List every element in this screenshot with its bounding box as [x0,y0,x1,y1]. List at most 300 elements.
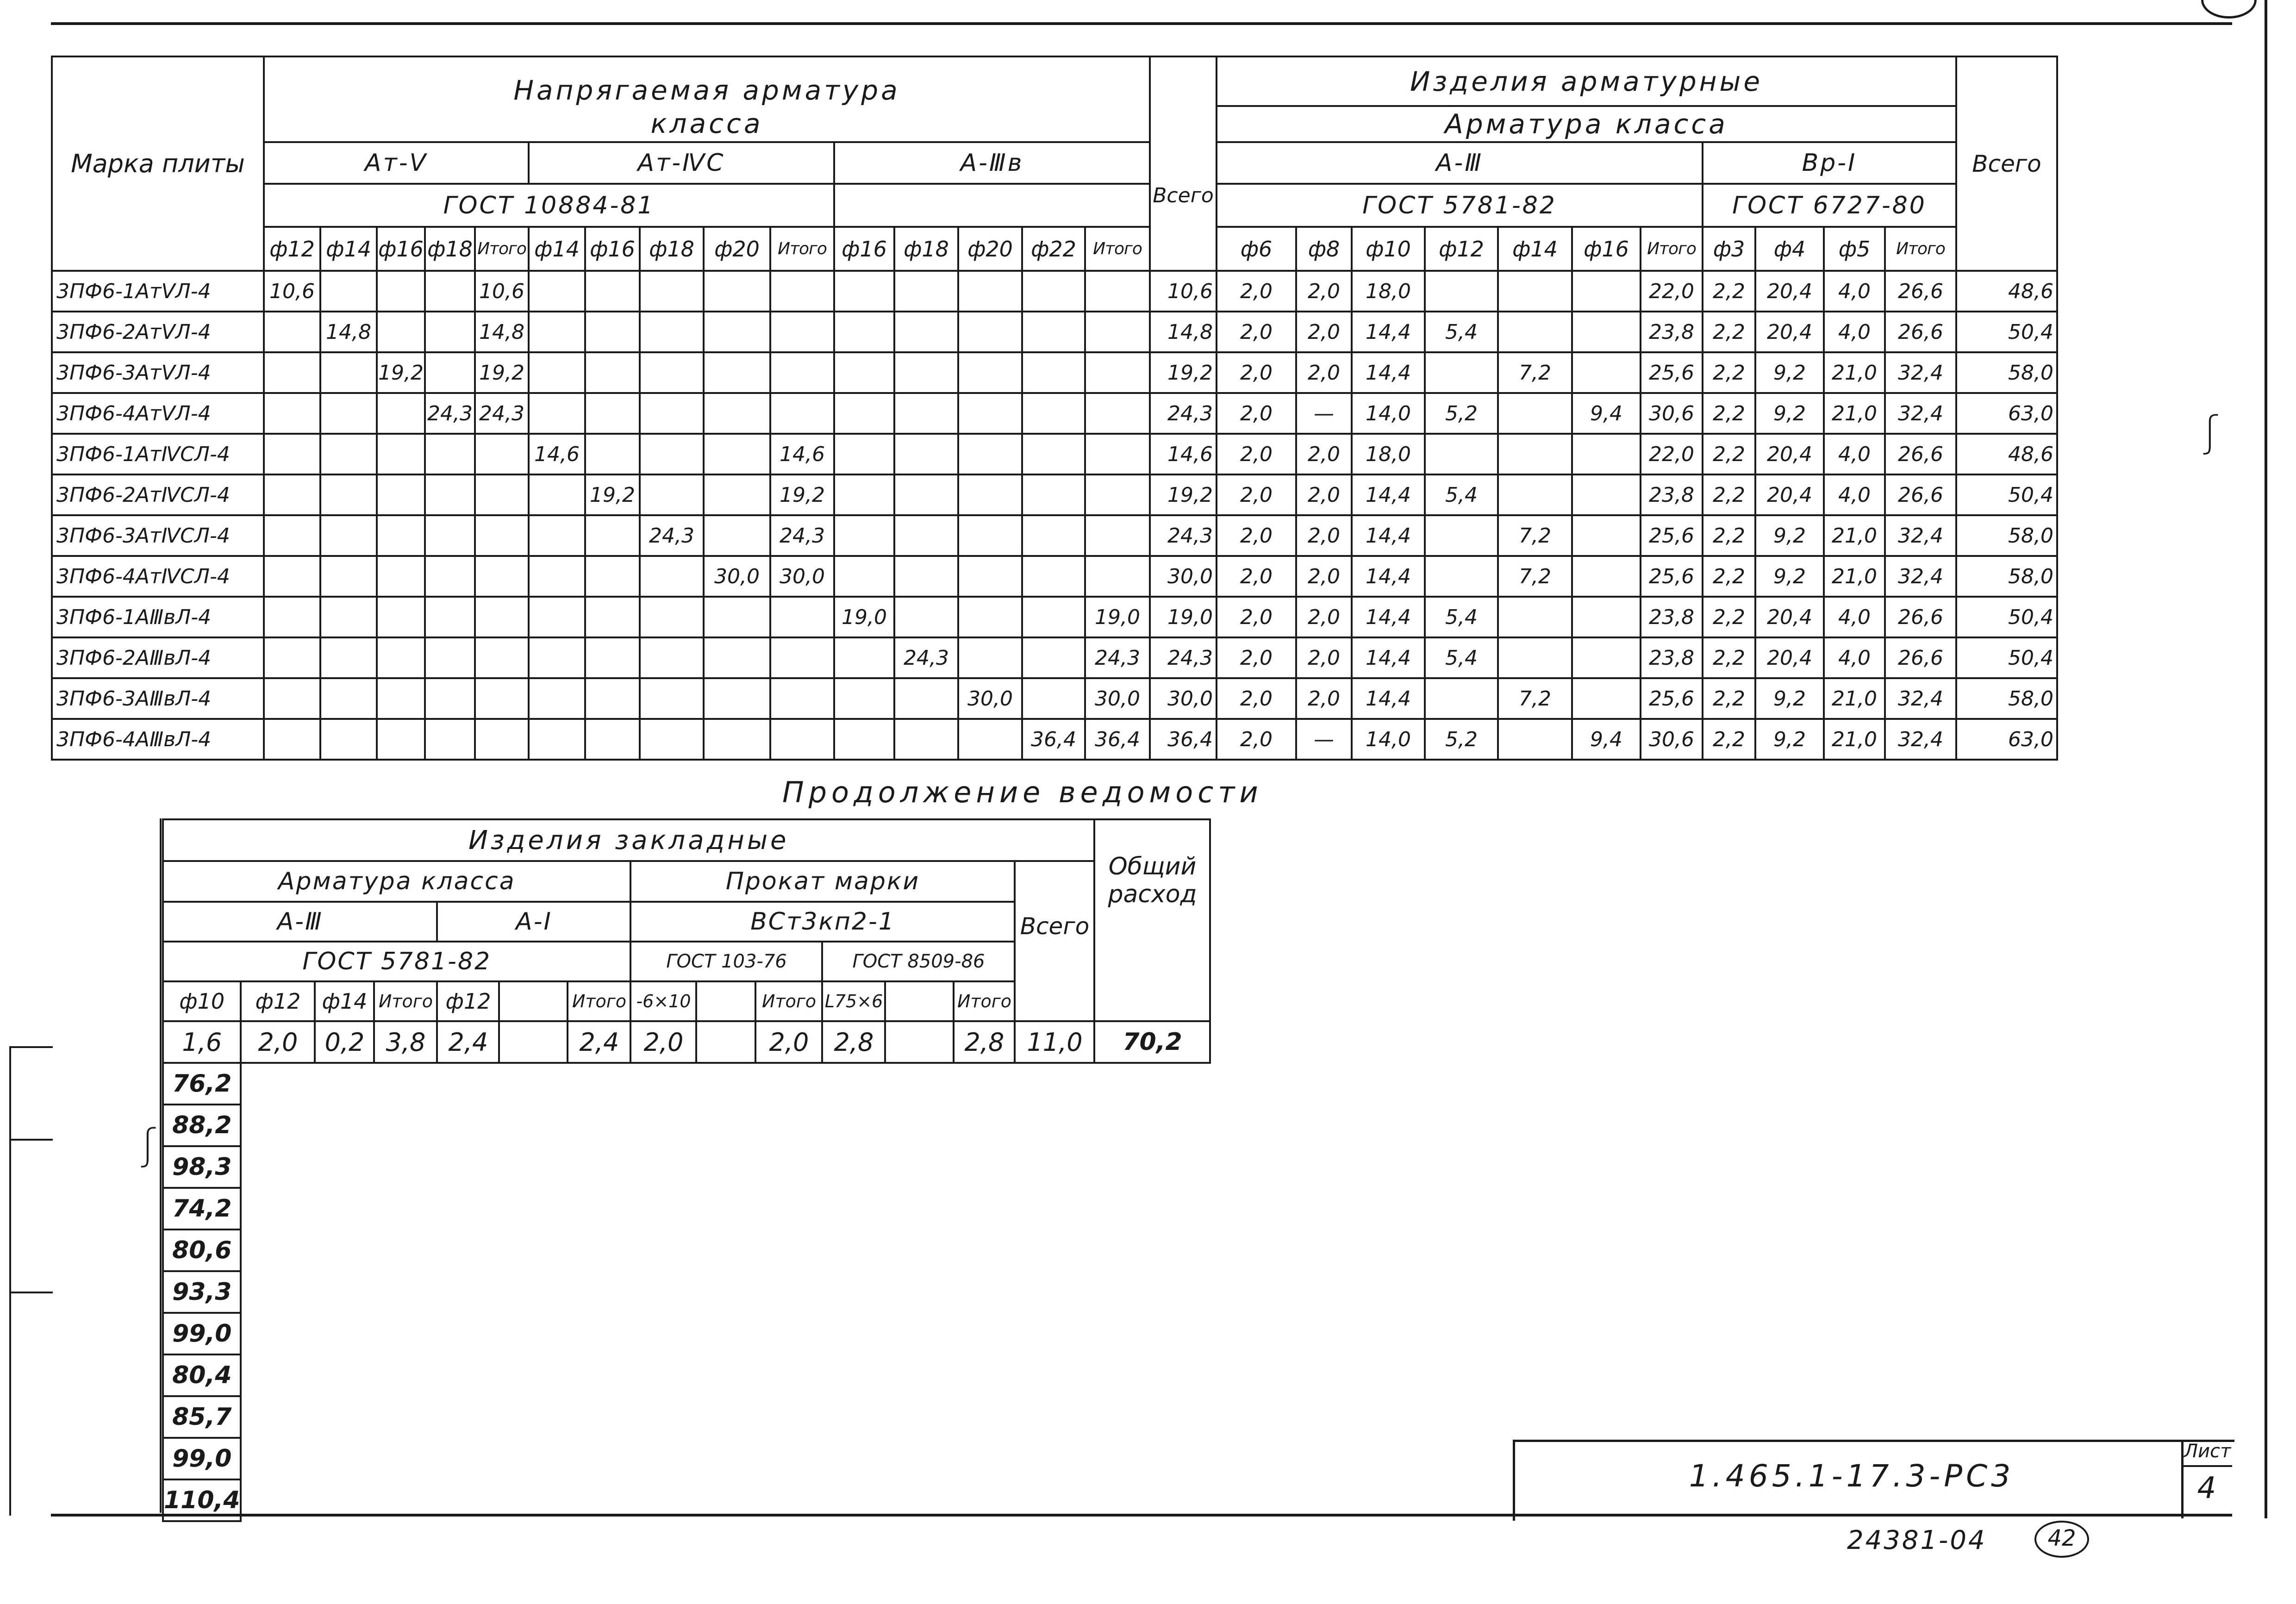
value-cell [529,474,585,515]
value-cell [1022,678,1085,719]
general-consumption-header [1094,819,1210,1021]
general-consumption-value: 80,6 [163,1230,241,1271]
general-consumption-value: 70,2 [1094,1021,1210,1063]
value-cell [958,719,1022,760]
table-row [52,637,2057,678]
embedded-col-header: -6×10 [630,981,696,1021]
value-cell [1498,312,1572,352]
gost-a3v-blank [834,184,1150,227]
value-cell [320,271,377,312]
value-cell: 30,6 [1641,393,1703,434]
value-cell [475,515,529,556]
value-cell: 32,4 [1885,352,1956,393]
value-cell [425,597,475,637]
value-cell [1085,393,1150,434]
value-cell [958,352,1022,393]
dia-header-a3v-1: ф18 [894,227,958,271]
value-cell [704,393,770,434]
value-cell: 26,6 [1885,474,1956,515]
embedded-col-header: Итого [374,981,437,1021]
embedded-value-cell: 3,8 [374,1021,437,1063]
embedded-value-cell: 2,8 [822,1021,885,1063]
reinf-header: Изделия арматурные [1217,56,1956,106]
embedded-value-cell: 2,8 [954,1021,1015,1063]
value-cell [834,393,894,434]
table-row [52,271,2057,312]
dia-header-at4c-0: ф14 [529,227,585,271]
table-row [52,474,2057,515]
value-cell [834,352,894,393]
dia-header-at4c-4: Итого [770,227,834,271]
value-cell: 2,2 [1703,719,1755,760]
value-cell [377,556,425,597]
value-cell: 23,8 [1641,312,1703,352]
dia-header-a3v-2: ф20 [958,227,1022,271]
value-cell [834,637,894,678]
value-cell [834,434,894,474]
plate-mark-cell: 3ПФ6-2АⅢвЛ-4 [52,637,264,678]
value-cell [958,312,1022,352]
dia-header-at5-0: ф12 [264,227,320,271]
value-cell: 24,3 [425,393,475,434]
table-row [52,352,2057,393]
value-cell: 7,2 [1498,556,1572,597]
value-cell [425,556,475,597]
embedded-total-header: Всего [1015,861,1094,1021]
value-cell [770,312,834,352]
value-cell: 30,6 [1641,719,1703,760]
value-cell: 2,0 [1217,597,1296,637]
table-row [52,719,2057,760]
value-cell [894,352,958,393]
embedded-col-header [696,981,755,1021]
value-cell: 9,2 [1755,352,1824,393]
value-cell: 25,6 [1641,352,1703,393]
value-cell [264,434,320,474]
value-cell: 2,2 [1703,556,1755,597]
table-row [52,597,2057,637]
margin-cell-3 [9,1292,53,1516]
value-cell: 2,0 [1296,352,1352,393]
value-cell: 58,0 [1956,678,2057,719]
dia-header-a3-2: ф10 [1352,227,1425,271]
value-cell: 9,2 [1755,556,1824,597]
value-cell [1022,393,1085,434]
value-cell [640,312,704,352]
value-cell [640,719,704,760]
value-cell [704,352,770,393]
dia-header-a3v-4: Итого [1085,227,1150,271]
value-cell [425,271,475,312]
value-cell [264,312,320,352]
value-cell [834,556,894,597]
value-cell [640,271,704,312]
value-cell: 5,4 [1425,597,1498,637]
value-cell: 14,4 [1352,312,1425,352]
value-cell: 24,3 [770,515,834,556]
value-cell: 19,2 [1150,352,1217,393]
value-cell: 25,6 [1641,678,1703,719]
value-cell: 22,0 [1641,434,1703,474]
value-cell [585,515,640,556]
plate-mark-header: Марка плиты [52,56,264,271]
value-cell [704,312,770,352]
general-label-2: расход [1108,880,1197,908]
value-cell [834,719,894,760]
value-cell: 2,0 [1217,434,1296,474]
value-cell [1425,515,1498,556]
table-row [52,678,2057,719]
value-cell: 22,0 [1641,271,1703,312]
value-cell: 14,0 [1352,719,1425,760]
value-cell: 36,4 [1022,719,1085,760]
value-cell: 2,2 [1703,352,1755,393]
value-cell: 7,2 [1498,515,1572,556]
general-consumption-value: 80,4 [163,1354,241,1396]
value-cell: 5,4 [1425,637,1498,678]
corner-circle-mark [2201,0,2257,19]
value-cell: 30,0 [1150,556,1217,597]
value-cell [1425,434,1498,474]
value-cell [640,474,704,515]
value-cell: 19,2 [770,474,834,515]
value-cell: 26,6 [1885,434,1956,474]
value-cell: 14,4 [1352,474,1425,515]
value-cell [1498,434,1572,474]
value-cell: 4,0 [1824,434,1885,474]
value-cell [1022,597,1085,637]
value-cell [894,271,958,312]
value-cell: 2,0 [1296,312,1352,352]
value-cell [585,271,640,312]
value-cell [320,393,377,434]
value-cell [894,434,958,474]
embedded-col-header: L75×6 [822,981,885,1021]
value-cell: 2,0 [1217,352,1296,393]
value-cell: 18,0 [1352,434,1425,474]
value-cell [425,352,475,393]
dia-header-a3v-0: ф16 [834,227,894,271]
value-cell [377,474,425,515]
value-cell: 58,0 [1956,352,2057,393]
class-at4c: Ат-ⅣС [529,142,834,184]
value-cell [704,474,770,515]
embedded-col-header: ф14 [315,981,374,1021]
plate-mark-cell: 3ПФ6-1АⅢвЛ-4 [52,597,264,637]
value-cell: 20,4 [1755,474,1824,515]
value-cell: 20,4 [1755,434,1824,474]
value-cell [834,474,894,515]
embedded-value-cell: 2,4 [437,1021,499,1063]
gost-5781: ГОСТ 5781-82 [1217,184,1703,227]
value-cell: 14,8 [320,312,377,352]
value-cell: 2,0 [1296,515,1352,556]
break-mark-left: ʃ [141,1120,156,1169]
value-cell [377,312,425,352]
prestressed-total-header-blank [1150,56,1217,184]
value-cell [894,678,958,719]
value-cell: 14,6 [770,434,834,474]
embedded-value-cell [885,1021,954,1063]
value-cell: 21,0 [1824,556,1885,597]
general-consumption-value: 99,0 [163,1313,241,1354]
value-cell [958,556,1022,597]
value-cell [529,719,585,760]
value-cell [770,393,834,434]
value-cell: 2,2 [1703,637,1755,678]
value-cell: 4,0 [1824,474,1885,515]
value-cell [894,474,958,515]
value-cell [704,515,770,556]
plate-mark-cell: 3ПФ6-4АтⅤЛ-4 [52,393,264,434]
dia-header-a3-4: ф14 [1498,227,1572,271]
value-cell [585,678,640,719]
value-cell: 14,8 [1150,312,1217,352]
value-cell: 19,0 [1150,597,1217,637]
plate-mark-cell: 3ПФ6-1АтⅤЛ-4 [52,271,264,312]
value-cell [1572,678,1641,719]
value-cell: 32,4 [1885,393,1956,434]
value-cell: 26,6 [1885,597,1956,637]
value-cell: 9,2 [1755,393,1824,434]
value-cell: 2,0 [1296,271,1352,312]
embedded-col-header [499,981,568,1021]
margin-cell-1 [9,1046,53,1141]
value-cell: 24,3 [475,393,529,434]
value-cell: 2,2 [1703,434,1755,474]
value-cell [704,597,770,637]
value-cell [894,393,958,434]
value-cell [1085,556,1150,597]
embedded-total-value: 11,0 [1015,1021,1094,1063]
value-cell: 19,2 [475,352,529,393]
plate-mark-cell: 3ПФ6-2АтⅣСЛ-4 [52,474,264,515]
value-cell [640,393,704,434]
class-a3v: А-Ⅲв [834,142,1150,184]
value-cell [264,719,320,760]
value-cell: 2,0 [1217,556,1296,597]
value-cell [377,678,425,719]
value-cell: 2,0 [1217,719,1296,760]
value-cell [425,434,475,474]
value-cell [264,393,320,434]
value-cell: 2,2 [1703,393,1755,434]
value-cell [834,312,894,352]
emb-gost-5781: ГОСТ 5781-82 [163,942,630,981]
value-cell [475,474,529,515]
value-cell [1572,271,1641,312]
value-cell [264,678,320,719]
value-cell [1572,434,1641,474]
value-cell [704,434,770,474]
plate-mark-cell: 3ПФ6-4АтⅣСЛ-4 [52,556,264,597]
dia-header-vr1-1: ф4 [1755,227,1824,271]
value-cell: 50,4 [1956,597,2057,637]
value-cell [834,271,894,312]
value-cell: 21,0 [1824,393,1885,434]
value-cell [320,597,377,637]
value-cell: 4,0 [1824,597,1885,637]
prestressed-subheader: класса [264,106,1150,142]
value-cell [377,719,425,760]
value-cell [640,434,704,474]
value-cell [770,352,834,393]
value-cell: 30,0 [958,678,1022,719]
value-cell [894,719,958,760]
value-cell: 19,2 [1150,474,1217,515]
value-cell: 24,3 [1150,637,1217,678]
value-cell [958,474,1022,515]
value-cell: 24,3 [1150,393,1217,434]
value-cell [529,637,585,678]
value-cell: 63,0 [1956,393,2057,434]
dia-header-a3-0: ф6 [1217,227,1296,271]
value-cell [958,515,1022,556]
value-cell [320,678,377,719]
value-cell [529,678,585,719]
general-consumption-value: 99,0 [163,1438,241,1479]
value-cell: 5,2 [1425,719,1498,760]
value-cell [320,434,377,474]
value-cell [475,556,529,597]
table-row [52,434,2057,474]
value-cell [529,515,585,556]
value-cell: 14,4 [1352,678,1425,719]
plate-mark-cell: 3ПФ6-3АⅢвЛ-4 [52,678,264,719]
value-cell: 2,0 [1296,556,1352,597]
dia-header-a3v-3: ф22 [1022,227,1085,271]
value-cell: 2,0 [1217,637,1296,678]
value-cell: 19,2 [585,474,640,515]
value-cell [704,271,770,312]
value-cell [529,271,585,312]
value-cell: 18,0 [1352,271,1425,312]
value-cell [1572,637,1641,678]
value-cell [425,719,475,760]
value-cell [770,271,834,312]
value-cell [1085,434,1150,474]
value-cell [264,597,320,637]
general-label-1: Общий [1108,853,1197,880]
plate-mark-cell: 3ПФ6-3АтⅣСЛ-4 [52,515,264,556]
value-cell [585,393,640,434]
value-cell: 14,6 [1150,434,1217,474]
embedded-col-header: Итого [954,981,1015,1021]
reinf-class-header: Арматура класса [163,861,630,902]
dia-header-a3-6: Итого [1641,227,1703,271]
value-cell [377,271,425,312]
value-cell: 30,0 [770,556,834,597]
embedded-value-cell: 2,0 [630,1021,696,1063]
value-cell: 19,0 [834,597,894,637]
value-cell: 32,4 [1885,719,1956,760]
reinf-subheader: Арматура класса [1217,106,1956,142]
dia-header-at5-4: Итого [475,227,529,271]
value-cell [1498,271,1572,312]
value-cell: 2,2 [1703,515,1755,556]
prestressed-total-header: Всего [1150,184,1217,271]
value-cell: 19,0 [1085,597,1150,637]
value-cell [1425,556,1498,597]
value-cell [320,556,377,597]
value-cell [640,637,704,678]
value-cell [958,434,1022,474]
value-cell: 21,0 [1824,515,1885,556]
value-cell: 14,8 [475,312,529,352]
value-cell [529,556,585,597]
value-cell [958,393,1022,434]
value-cell: 58,0 [1956,556,2057,597]
value-cell: 19,2 [377,352,425,393]
value-cell [1425,352,1498,393]
value-cell [585,719,640,760]
value-cell: 9,4 [1572,719,1641,760]
value-cell: 2,0 [1217,474,1296,515]
value-cell [264,556,320,597]
value-cell [958,597,1022,637]
margin-cell-2 [9,1139,53,1293]
dia-header-a3-3: ф12 [1425,227,1498,271]
dia-header-at5-1: ф14 [320,227,377,271]
gost-10884: ГОСТ 10884-81 [264,184,834,227]
value-cell [425,637,475,678]
value-cell: 32,4 [1885,678,1956,719]
value-cell: — [1296,393,1352,434]
value-cell [1085,474,1150,515]
value-cell [894,597,958,637]
value-cell [834,515,894,556]
value-cell [585,597,640,637]
value-cell: 50,4 [1956,637,2057,678]
value-cell [1498,474,1572,515]
plate-mark-cell: 3ПФ6-2АтⅤЛ-4 [52,312,264,352]
value-cell: 9,2 [1755,678,1824,719]
value-cell: 32,4 [1885,515,1956,556]
value-cell: 24,3 [1085,637,1150,678]
value-cell [1022,637,1085,678]
value-cell [377,515,425,556]
value-cell: 14,4 [1352,515,1425,556]
value-cell [425,515,475,556]
value-cell [425,678,475,719]
embedded-value-cell: 2,0 [241,1021,315,1063]
dia-header-vr1-3: Итого [1885,227,1956,271]
value-cell [1498,719,1572,760]
value-cell: 2,0 [1296,474,1352,515]
value-cell [585,434,640,474]
value-cell: 2,0 [1296,597,1352,637]
general-consumption-value: 88,2 [163,1105,241,1146]
value-cell: 5,4 [1425,312,1498,352]
dia-header-vr1-2: ф5 [1824,227,1885,271]
embedded-value-cell: 2,4 [568,1021,630,1063]
value-cell [1498,393,1572,434]
value-cell [320,515,377,556]
value-cell: 7,2 [1498,352,1572,393]
value-cell: 36,4 [1150,719,1217,760]
embedded-col-header: ф12 [241,981,315,1021]
value-cell [1085,515,1150,556]
embedded-col-header [885,981,954,1021]
break-mark-right: ʃ [2203,407,2218,456]
value-cell: 2,0 [1296,434,1352,474]
value-cell [475,434,529,474]
right-frame-line [2265,0,2267,1518]
general-consumption-value: 85,7 [163,1396,241,1438]
value-cell [320,637,377,678]
value-cell [704,637,770,678]
table-row [52,393,2057,434]
